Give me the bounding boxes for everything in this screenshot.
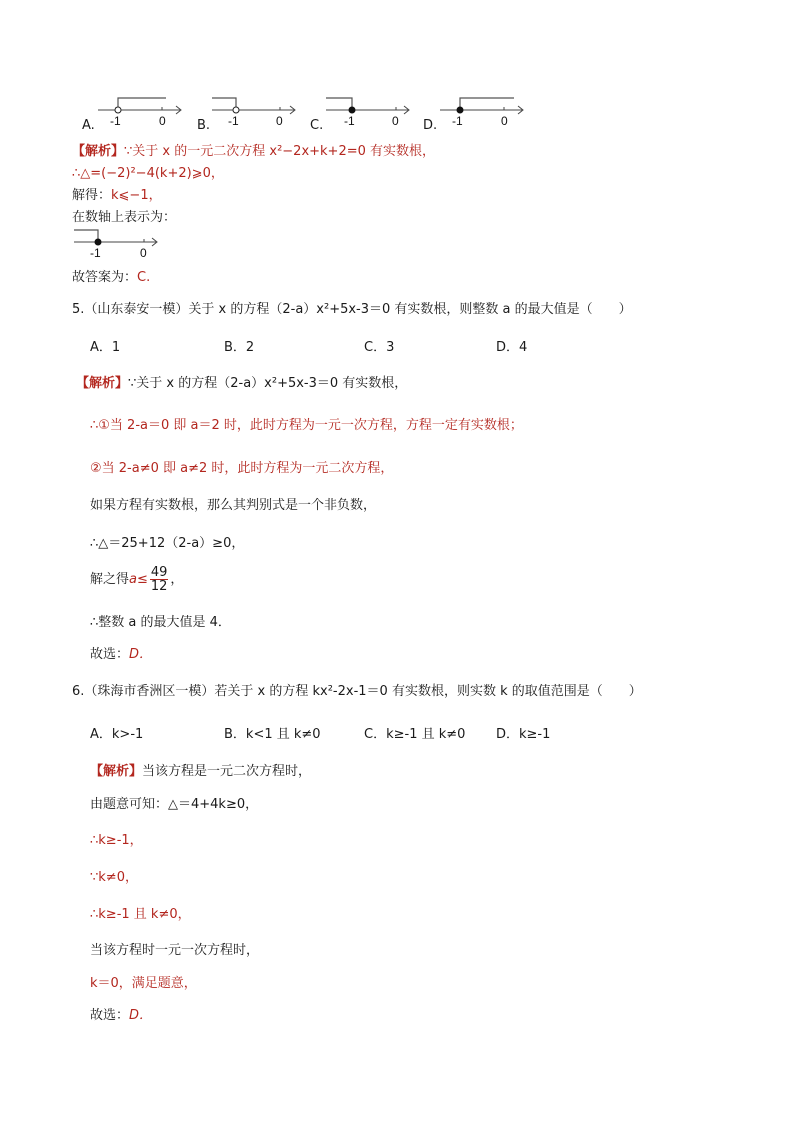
q4-option-d-label: D. bbox=[423, 118, 438, 133]
q6-option-a: A．k>-1 bbox=[90, 727, 144, 742]
q6-option-b: B．k<1 且 k≠0 bbox=[224, 727, 321, 742]
tick-label-0: 0 bbox=[140, 246, 147, 260]
tick-label-minus1: -1 bbox=[344, 114, 355, 128]
tick-label-0: 0 bbox=[392, 114, 399, 128]
analysis-tag: 【解析】 bbox=[72, 144, 125, 159]
q5-option-c: C．3 bbox=[364, 340, 395, 355]
q5-option-d: D．4 bbox=[496, 340, 528, 355]
tick-label-0: 0 bbox=[159, 114, 166, 128]
q6-analysis-line7: k＝0，满足题意， bbox=[90, 976, 197, 991]
tick-label-0: 0 bbox=[276, 114, 283, 128]
q5-analysis-line5: ∴△＝25+12（2-a）≥0， bbox=[90, 536, 245, 551]
q4-analysis-line2: ∴△=(−2)²−4(k+2)⩾0， bbox=[72, 166, 224, 181]
q5-option-a: A．1 bbox=[90, 340, 121, 355]
tick-label-minus1: -1 bbox=[110, 114, 121, 128]
q4-analysis-line3: 解得：k⩽−1， bbox=[72, 188, 162, 203]
q5-stem: 5.（山东泰安一模）关于 x 的方程（2-a）x²+5x-3＝0 有实数根，则整数 a 的最大值是（ ） bbox=[72, 302, 632, 317]
q6-analysis-line3: ∴k≥-1， bbox=[90, 833, 143, 848]
q6-analysis-line2: 由题意可知：△＝4+4k≥0， bbox=[90, 797, 259, 812]
q4-option-b-label: B. bbox=[197, 118, 211, 133]
q4-analysis-line1: 【解析】∵关于 x 的一元二次方程 x²−2x+k+2=0 有实数根， bbox=[72, 144, 436, 159]
q5-answer: 故选：D． bbox=[90, 647, 153, 662]
analysis-tag: 【解析】 bbox=[90, 764, 143, 779]
q4-option-a-label: A. bbox=[82, 118, 95, 133]
tick-label-minus1: -1 bbox=[90, 246, 101, 260]
q5-analysis-line3: ②当 2-a≠0 即 a≠2 时，此时方程为一元二次方程， bbox=[90, 461, 394, 476]
q6-stem: 6.（珠海市香洲区一模）若关于 x 的方程 kx²-2x-1＝0 有实数根，则实数 k 的取值范围是（ ） bbox=[72, 684, 642, 699]
q4-answer: 故答案为：C. bbox=[72, 270, 151, 285]
q5-analysis-line6: 解之得a≤ $\frac{49}{12}$ ， bbox=[90, 565, 184, 594]
q6-analysis-line6: 当该方程时一元一次方程时， bbox=[90, 943, 260, 958]
q4-analysis-line4: 在数轴上表示为： bbox=[72, 210, 177, 225]
q4-option-d-numberline bbox=[438, 92, 530, 128]
tick-label-minus1: -1 bbox=[452, 114, 463, 128]
analysis-tag: 【解析】 bbox=[76, 376, 129, 391]
q5-analysis-line7: ∴整数 a 的最大值是 4． bbox=[90, 615, 231, 630]
fraction-49-over-12: $\frac{49}{12}$ bbox=[150, 565, 168, 594]
q4-option-a-numberline bbox=[96, 92, 188, 128]
q4-answer-numberline bbox=[72, 224, 164, 260]
q6-answer: 故选：D． bbox=[90, 1008, 153, 1023]
q6-option-c: C．k≥-1 且 k≠0 bbox=[364, 727, 466, 742]
q5-analysis-line4: 如果方程有实数根，那么其判别式是一个非负数， bbox=[90, 498, 377, 513]
q6-analysis-line1: 【解析】当该方程是一元二次方程时， bbox=[90, 764, 312, 779]
q5-analysis-line2: ∴①当 2-a＝0 即 a＝2 时，此时方程为一元一次方程，方程一定有实数根； bbox=[90, 418, 523, 433]
q5-option-b: B．2 bbox=[224, 340, 255, 355]
q6-analysis-line4: ∵k≠0， bbox=[90, 870, 138, 885]
q4-option-c-label: C. bbox=[310, 118, 324, 133]
q6-option-d: D．k≥-1 bbox=[496, 727, 551, 742]
tick-label-0: 0 bbox=[501, 114, 508, 128]
q6-analysis-line5: ∴k≥-1 且 k≠0， bbox=[90, 907, 191, 922]
tick-label-minus1: -1 bbox=[228, 114, 239, 128]
q4-option-b-numberline bbox=[210, 92, 302, 128]
q4-option-c-numberline bbox=[324, 92, 416, 128]
q5-analysis-line1: 【解析】∵关于 x 的方程（2-a）x²+5x-3＝0 有实数根， bbox=[76, 376, 408, 391]
